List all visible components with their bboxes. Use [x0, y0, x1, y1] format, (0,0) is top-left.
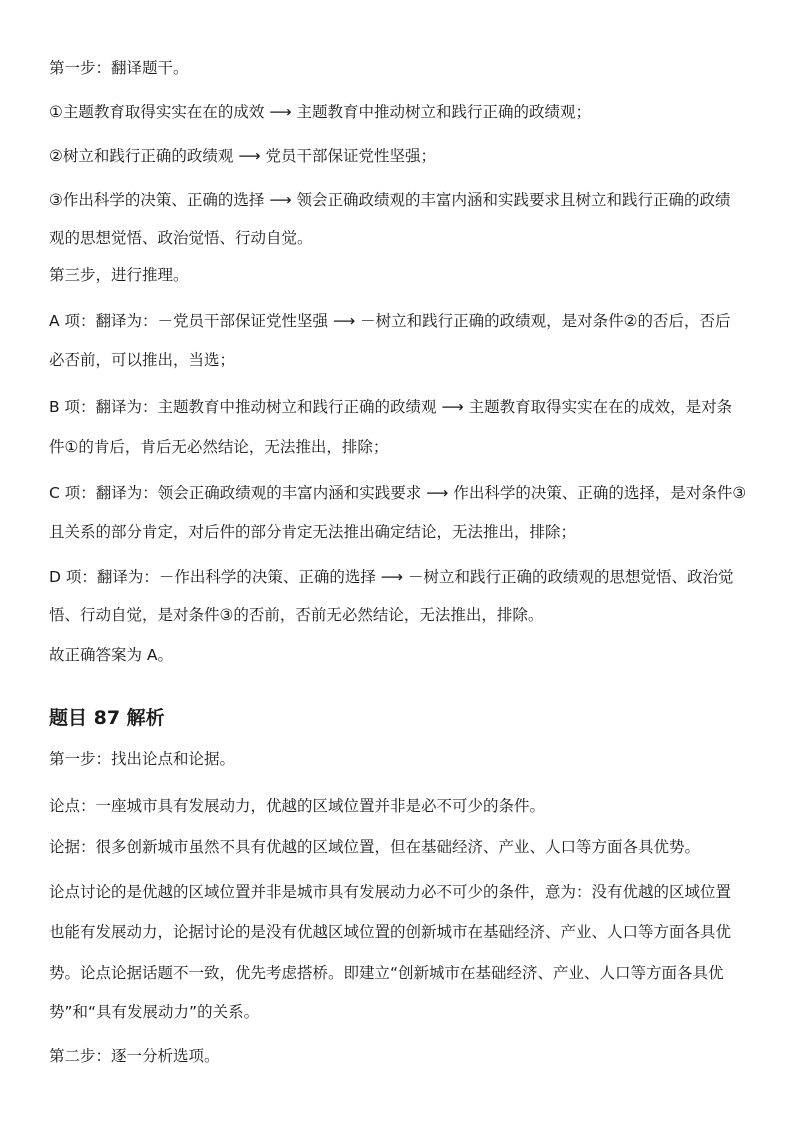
answer-line: 故正确答案为 A。 [49, 646, 174, 664]
option-d-line: D 项：翻译为：－作出科学的决策、正确的选择 ⟶ －树立和践行正确的政绩观的思想觉悟、政治觉 [49, 568, 734, 586]
option-d-line-cont: 悟、行动自觉，是对条件③的否前，否前无必然结论，无法推出，排除。 [49, 606, 544, 624]
step-two-line-87: 第二步：逐一分析选项。 [49, 1047, 220, 1065]
option-a-line-cont: 必否前，可以推出，当选； [49, 351, 236, 369]
analysis-line-4: 势”和“具有发展动力”的关系。 [49, 1003, 260, 1021]
option-b-line-cont: 件①的肯后，肯后无必然结论，无法推出，排除； [49, 438, 389, 456]
step-one-line: 第一步：翻译题干。 [49, 59, 189, 77]
option-c-line: C 项：翻译为：领会正确政绩观的丰富内涵和实践要求 ⟶ 作出科学的决策、正确的选择，是对条件③ [49, 484, 747, 502]
evidence-line: 论据：很多创新城市虽然不具有优越的区域位置，但在基础经济、产业、人口等方面各具优势。 [49, 838, 701, 856]
option-a-line: A 项：翻译为：－党员干部保证党性坚强 ⟶ －树立和践行正确的政绩观，是对条件②的否后，否后 [49, 312, 731, 330]
analysis-line-1: 论点讨论的是优越的区域位置并非是城市具有发展动力必不可少的条件，意为：没有优越的区域位置 [49, 883, 732, 901]
thesis-line: 论点：一座城市具有发展动力，优越的区域位置并非是必不可少的条件。 [49, 797, 546, 815]
condition-3-line: ③作出科学的决策、正确的选择 ⟶ 领会正确政绩观的丰富内涵和实践要求且树立和践行正确的政绩 [49, 191, 731, 209]
condition-2-line: ②树立和践行正确的政绩观 ⟶ 党员干部保证党性坚强； [49, 147, 436, 165]
step-one-line-87: 第一步：找出论点和论据。 [49, 750, 236, 768]
condition-3-line-cont: 观的思想觉悟、政治觉悟、行动自觉。 [49, 229, 313, 247]
step-three-line: 第三步，进行推理。 [49, 266, 189, 284]
section-title: 题目 87 解析 [49, 707, 165, 729]
option-b-line: B 项：翻译为：主题教育中推动树立和践行正确的政绩观 ⟶ 主题教育取得实实在在的成效，是对条 [49, 398, 733, 416]
condition-1-line: ①主题教育取得实实在在的成效 ⟶ 主题教育中推动树立和践行正确的政绩观； [49, 103, 591, 121]
analysis-line-3: 势。论点论据话题不一致，优先考虑搭桥。即建立“创新城市在基础经济、产业、人口等方面各具优 [49, 964, 724, 982]
analysis-line-2: 也能有发展动力，论据讨论的是没有优越区域位置的创新城市在基础经济、产业、人口等方面各具优 [49, 923, 732, 941]
option-c-line-cont: 且关系的部分肯定，对后件的部分肯定无法推出确定结论，无法推出，排除； [49, 523, 577, 541]
